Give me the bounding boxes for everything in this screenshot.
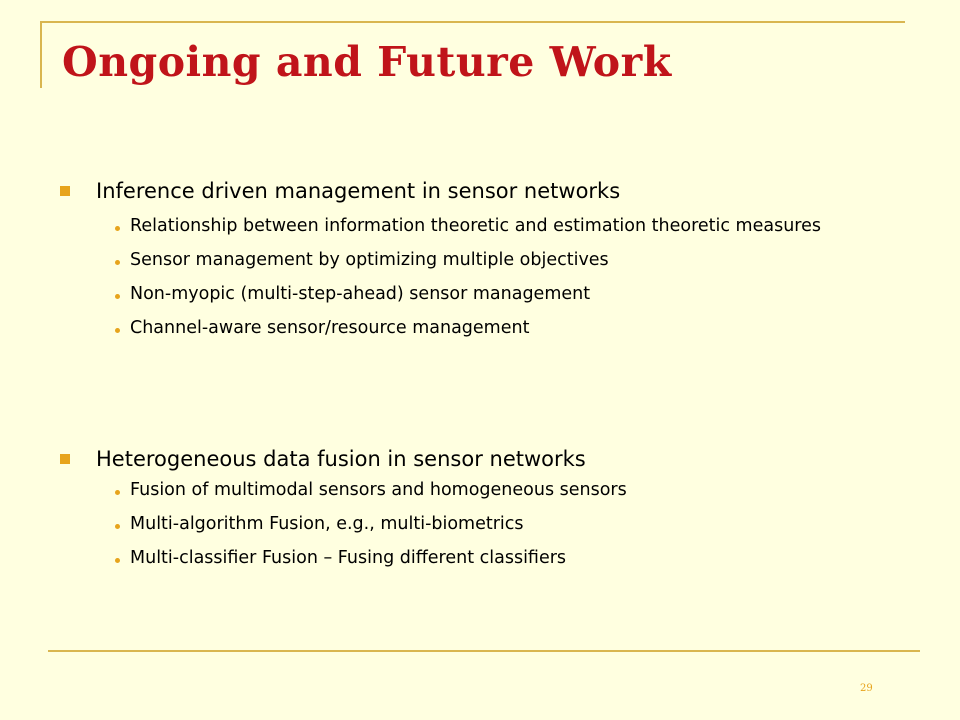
- section-heterogeneous-fusion: [60, 444, 920, 570]
- page-number: 29: [860, 683, 873, 694]
- section-heading-item: [60, 176, 920, 206]
- frame-left-rule: [40, 21, 42, 88]
- list-item-text: Multi-algorithm Fusion, e.g., multi-biometrics: [130, 514, 524, 534]
- dot-bullet-icon: [115, 260, 120, 265]
- square-bullet-icon: [60, 186, 70, 196]
- list-item: [60, 478, 920, 502]
- list-item-text: Channel-aware sensor/resource management: [130, 318, 530, 338]
- list-item: [60, 316, 920, 340]
- square-bullet-icon: [60, 454, 70, 464]
- section-heading: Heterogeneous data fusion in sensor networks: [96, 447, 586, 471]
- list-item: [60, 248, 920, 272]
- list-item-text: Sensor management by optimizing multiple objectives: [130, 250, 609, 270]
- dot-bullet-icon: [115, 328, 120, 333]
- list-item-text: Fusion of multimodal sensors and homogeneous sensors: [130, 480, 627, 500]
- dot-bullet-icon: [115, 524, 120, 529]
- list-item: [60, 214, 920, 238]
- frame-bottom-rule: [48, 650, 920, 652]
- list-item: [60, 282, 920, 306]
- list-item: [60, 512, 920, 536]
- section-heading: Inference driven management in sensor networks: [96, 179, 621, 203]
- dot-bullet-icon: [115, 226, 120, 231]
- slide-title: Ongoing and Future Work: [62, 38, 672, 86]
- list-item: [60, 546, 920, 570]
- section-heading-item: [60, 444, 920, 474]
- list-item-text: Non-myopic (multi-step-ahead) sensor management: [130, 284, 591, 304]
- frame-top-rule: [40, 21, 905, 23]
- dot-bullet-icon: [115, 490, 120, 495]
- dot-bullet-icon: [115, 294, 120, 299]
- list-item-text: Multi-classifier Fusion – Fusing different classifiers: [130, 548, 567, 568]
- list-item-text: Relationship between information theoretic and estimation theoretic measures: [130, 216, 822, 236]
- section-inference-management: [60, 176, 920, 340]
- dot-bullet-icon: [115, 558, 120, 563]
